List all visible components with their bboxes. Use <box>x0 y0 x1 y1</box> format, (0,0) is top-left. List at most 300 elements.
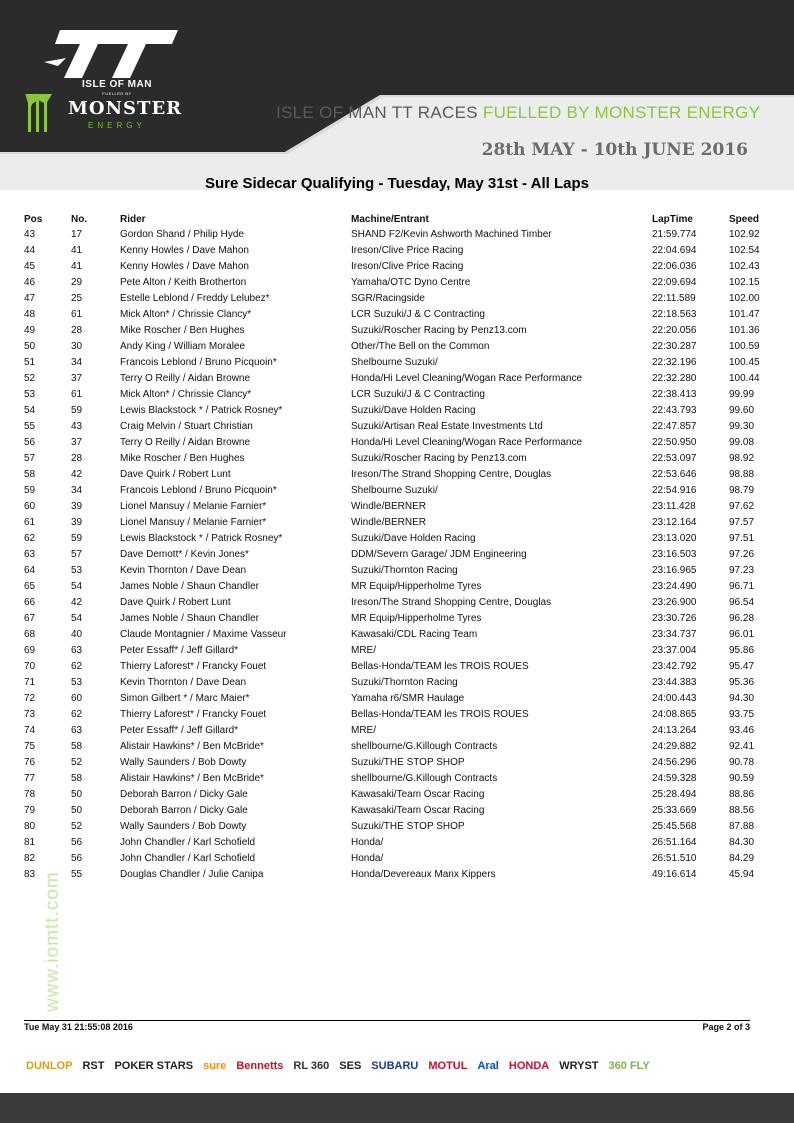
cell-no: 59 <box>71 404 83 416</box>
cell-laptime: 22:54.916 <box>652 484 697 496</box>
cell-machine: Suzuki/Roscher Racing by Penz13.com <box>351 324 527 336</box>
cell-machine: Suzuki/Thornton Racing <box>351 676 458 688</box>
sponsor-logo: SES <box>339 1060 362 1072</box>
cell-speed: 102.00 <box>729 292 760 304</box>
cell-speed: 102.54 <box>729 244 760 256</box>
sponsor-logo: POKER STARS <box>114 1060 194 1072</box>
table-row <box>24 274 769 290</box>
cell-pos: 45 <box>24 260 36 272</box>
cell-machine: Suzuki/Artisan Real Estate Investments Ltd <box>351 420 543 432</box>
cell-speed: 93.75 <box>729 708 755 720</box>
cell-speed: 100.59 <box>729 340 760 352</box>
document-title: Sure Sidecar Qualifying - Tuesday, May 31st - All Laps <box>204 175 589 192</box>
table-row <box>24 594 769 610</box>
header-pos: Pos <box>24 213 43 225</box>
cell-pos: 74 <box>24 724 36 736</box>
cell-rider: Kenny Howles / Dave Mahon <box>120 244 249 256</box>
cell-no: 58 <box>71 740 83 752</box>
cell-laptime: 22:18.563 <box>652 308 697 320</box>
cell-rider: Wally Saunders / Bob Dowty <box>120 820 247 832</box>
cell-laptime: 22:43.793 <box>652 404 697 416</box>
table-row <box>24 770 769 786</box>
cell-machine: Windle/BERNER <box>351 516 427 528</box>
cell-rider: Peter Essaff* / Jeff Gillard* <box>120 644 239 656</box>
cell-speed: 97.23 <box>729 564 755 576</box>
cell-laptime: 22:06.036 <box>652 260 697 272</box>
sponsor-logo: 360 FLY <box>608 1060 650 1072</box>
cell-machine: Windle/BERNER <box>351 500 427 512</box>
cell-speed: 101.36 <box>729 324 760 336</box>
cell-speed: 84.29 <box>729 852 755 864</box>
cell-machine: Bellas-Honda/TEAM les TROIS ROUES <box>351 708 529 720</box>
cell-rider: Craig Melvin / Stuart Christian <box>120 420 253 432</box>
table-row <box>24 866 769 882</box>
cell-machine: SGR/Racingside <box>351 292 425 304</box>
table-row <box>24 642 769 658</box>
cell-no: 28 <box>71 324 83 336</box>
cell-pos: 62 <box>24 532 36 544</box>
sponsor-logo: DUNLOP <box>26 1060 73 1072</box>
cell-no: 58 <box>71 772 83 784</box>
logo-energy: ENERGY <box>88 121 146 130</box>
cell-speed: 102.92 <box>729 228 760 240</box>
cell-laptime: 22:30.287 <box>652 340 697 352</box>
cell-pos: 50 <box>24 340 36 352</box>
cell-machine: Other/The Bell on the Common <box>351 340 490 352</box>
cell-speed: 96.54 <box>729 596 755 608</box>
cell-machine: shellbourne/G.Killough Contracts <box>351 772 498 784</box>
table-row <box>24 546 769 562</box>
race-title-part1: ISLE OF MAN TT RACES <box>276 103 483 122</box>
cell-speed: 102.15 <box>729 276 760 288</box>
table-row <box>24 818 769 834</box>
cell-pos: 43 <box>24 228 36 240</box>
sponsor-logo: SUBARU <box>371 1060 419 1072</box>
table-row <box>24 370 769 386</box>
cell-speed: 100.45 <box>729 356 760 368</box>
cell-laptime: 22:11.589 <box>652 292 696 304</box>
cell-rider: John Chandler / Karl Schofield <box>120 852 256 864</box>
cell-laptime: 25:45.568 <box>652 820 697 832</box>
cell-machine: LCR Suzuki/J & C Contracting <box>351 388 485 400</box>
cell-machine: Kawasaki/CDL Racing Team <box>351 628 478 640</box>
table-row <box>24 738 769 754</box>
cell-no: 28 <box>71 452 83 464</box>
cell-pos: 57 <box>24 452 36 464</box>
cell-speed: 93.46 <box>729 724 755 736</box>
table-row <box>24 658 769 674</box>
cell-pos: 79 <box>24 804 36 816</box>
cell-laptime: 22:38.413 <box>652 388 697 400</box>
cell-pos: 67 <box>24 612 36 624</box>
cell-rider: Wally Saunders / Bob Dowty <box>120 756 247 768</box>
cell-speed: 98.88 <box>729 468 755 480</box>
cell-no: 17 <box>71 228 83 240</box>
cell-pos: 58 <box>24 468 36 480</box>
cell-machine: Honda/ <box>351 852 384 864</box>
table-row <box>24 322 769 338</box>
cell-pos: 56 <box>24 436 36 448</box>
cell-pos: 51 <box>24 356 36 368</box>
table-row <box>24 850 769 866</box>
logo-monster: MONSTER <box>68 98 183 119</box>
cell-laptime: 22:32.196 <box>652 356 697 368</box>
table-row <box>24 578 769 594</box>
cell-speed: 96.01 <box>729 628 755 640</box>
cell-no: 62 <box>71 708 83 720</box>
cell-pos: 63 <box>24 548 36 560</box>
cell-rider: Alistair Hawkins* / Ben McBride* <box>120 740 264 752</box>
cell-machine: Suzuki/Roscher Racing by Penz13.com <box>351 452 527 464</box>
cell-rider: Kevin Thornton / Dave Dean <box>120 676 247 688</box>
cell-laptime: 22:53.646 <box>652 468 697 480</box>
cell-no: 60 <box>71 692 83 704</box>
table-row <box>24 626 769 642</box>
cell-laptime: 25:28.494 <box>652 788 697 800</box>
cell-pos: 48 <box>24 308 36 320</box>
cell-machine: Shelbourne Suzuki/ <box>351 356 438 368</box>
cell-laptime: 22:50.950 <box>652 436 697 448</box>
cell-pos: 55 <box>24 420 36 432</box>
cell-rider: Dave Demott* / Kevin Jones* <box>120 548 249 560</box>
watermark-text: www.iomtt.com <box>42 871 63 1012</box>
sponsor-logo: RL 360 <box>293 1060 330 1072</box>
table-row <box>24 722 769 738</box>
cell-pos: 59 <box>24 484 36 496</box>
table-row <box>24 754 769 770</box>
table-row <box>24 530 769 546</box>
table-row <box>24 834 769 850</box>
cell-speed: 45.94 <box>729 868 755 880</box>
cell-speed: 101.47 <box>729 308 760 320</box>
sponsor-logo: Bennetts <box>236 1060 284 1072</box>
cell-laptime: 25:33.669 <box>652 804 697 816</box>
sponsor-logo: sure <box>203 1060 227 1072</box>
cell-no: 42 <box>71 468 83 480</box>
cell-no: 41 <box>71 260 83 272</box>
cell-machine: Honda/Hi Level Cleaning/Wogan Race Performance <box>351 436 583 448</box>
cell-laptime: 23:37.004 <box>652 644 697 656</box>
cell-laptime: 22:53.097 <box>652 452 697 464</box>
cell-pos: 66 <box>24 596 36 608</box>
cell-pos: 60 <box>24 500 36 512</box>
cell-pos: 82 <box>24 852 36 864</box>
cell-pos: 80 <box>24 820 36 832</box>
sponsor-logo: Aral <box>477 1060 499 1072</box>
cell-speed: 90.78 <box>729 756 755 768</box>
cell-machine: Shelbourne Suzuki/ <box>351 484 438 496</box>
table-row <box>24 706 769 722</box>
cell-no: 52 <box>71 756 83 768</box>
cell-no: 61 <box>71 388 83 400</box>
cell-machine: Ireson/Clive Price Racing <box>351 244 464 256</box>
cell-no: 41 <box>71 244 83 256</box>
cell-machine: MRE/ <box>351 644 376 656</box>
cell-no: 42 <box>71 596 83 608</box>
cell-pos: 61 <box>24 516 36 528</box>
cell-laptime: 23:11.428 <box>652 500 696 512</box>
cell-no: 52 <box>71 820 83 832</box>
cell-no: 55 <box>71 868 83 880</box>
cell-machine: Suzuki/Dave Holden Racing <box>351 404 476 416</box>
cell-machine: MRE/ <box>351 724 376 736</box>
table-row <box>24 802 769 818</box>
cell-machine: Ireson/Clive Price Racing <box>351 260 464 272</box>
cell-no: 54 <box>71 612 83 624</box>
header-speed: Speed <box>729 213 760 225</box>
cell-speed: 88.56 <box>729 804 755 816</box>
footer-timestamp: Tue May 31 21:55:08 2016 <box>24 1022 133 1032</box>
cell-no: 50 <box>71 804 83 816</box>
cell-rider: Terry O Reilly / Aidan Browne <box>120 436 251 448</box>
cell-rider: Mike Roscher / Ben Hughes <box>120 324 245 336</box>
cell-laptime: 23:13.020 <box>652 532 697 544</box>
cell-no: 56 <box>71 836 83 848</box>
cell-speed: 99.60 <box>729 404 755 416</box>
table-row <box>24 242 769 258</box>
cell-speed: 97.51 <box>729 532 755 544</box>
cell-laptime: 24:13.264 <box>652 724 697 736</box>
footer-page-number: Page 2 of 3 <box>702 1022 750 1032</box>
header-rider: Rider <box>120 213 146 225</box>
table-row <box>24 418 769 434</box>
cell-rider: Pete Alton / Keith Brotherton <box>120 276 247 288</box>
cell-rider: Kenny Howles / Dave Mahon <box>120 260 249 272</box>
cell-laptime: 23:44.383 <box>652 676 697 688</box>
cell-speed: 102.43 <box>729 260 760 272</box>
cell-rider: Gordon Shand / Philip Hyde <box>120 228 244 240</box>
cell-laptime: 24:00.443 <box>652 692 697 704</box>
table-row <box>24 434 769 450</box>
cell-rider: Terry O Reilly / Aidan Browne <box>120 372 251 384</box>
cell-pos: 69 <box>24 644 36 656</box>
cell-speed: 97.26 <box>729 548 755 560</box>
cell-pos: 47 <box>24 292 36 304</box>
cell-machine: Ireson/The Strand Shopping Centre, Douglas <box>351 596 552 608</box>
race-series-title <box>276 103 760 123</box>
cell-machine: Honda/Hi Level Cleaning/Wogan Race Performance <box>351 372 583 384</box>
cell-machine: Kawasaki/Team Oscar Racing <box>351 788 485 800</box>
cell-speed: 94.30 <box>729 692 755 704</box>
cell-no: 37 <box>71 372 83 384</box>
cell-pos: 75 <box>24 740 36 752</box>
cell-speed: 95.36 <box>729 676 755 688</box>
cell-machine: Yamaha/OTC Dyno Centre <box>351 276 471 288</box>
cell-speed: 96.71 <box>729 580 755 592</box>
cell-pos: 83 <box>24 868 36 880</box>
cell-no: 59 <box>71 532 83 544</box>
cell-laptime: 22:47.857 <box>652 420 697 432</box>
cell-pos: 78 <box>24 788 36 800</box>
cell-no: 61 <box>71 308 83 320</box>
cell-rider: Peter Essaff* / Jeff Gillard* <box>120 724 239 736</box>
cell-no: 63 <box>71 724 83 736</box>
sponsor-logo: WRYST <box>559 1060 599 1072</box>
table-row <box>24 466 769 482</box>
cell-machine: SHAND F2/Kevin Ashworth Machined Timber <box>351 228 552 240</box>
cell-pos: 68 <box>24 628 36 640</box>
cell-no: 40 <box>71 628 83 640</box>
cell-speed: 97.62 <box>729 500 755 512</box>
table-row <box>24 306 769 322</box>
cell-laptime: 26:51.510 <box>652 852 697 864</box>
results-table <box>24 212 769 882</box>
cell-pos: 65 <box>24 580 36 592</box>
table-row <box>24 498 769 514</box>
cell-speed: 98.92 <box>729 452 755 464</box>
cell-laptime: 23:30.726 <box>652 612 697 624</box>
table-row <box>24 354 769 370</box>
cell-no: 63 <box>71 644 83 656</box>
cell-pos: 81 <box>24 836 36 848</box>
cell-laptime: 24:08.865 <box>652 708 697 720</box>
cell-pos: 52 <box>24 372 36 384</box>
cell-no: 34 <box>71 356 83 368</box>
cell-no: 43 <box>71 420 83 432</box>
header-no: No. <box>71 213 88 225</box>
cell-no: 30 <box>71 340 83 352</box>
table-row <box>24 690 769 706</box>
cell-speed: 95.86 <box>729 644 755 656</box>
cell-pos: 53 <box>24 388 36 400</box>
cell-laptime: 23:24.490 <box>652 580 697 592</box>
cell-rider: James Noble / Shaun Chandler <box>120 612 259 624</box>
cell-rider: Thierry Laforest* / Francky Fouet <box>120 708 267 720</box>
cell-laptime: 22:32.280 <box>652 372 697 384</box>
cell-rider: Francois Leblond / Bruno Picquoin* <box>120 356 277 368</box>
cell-machine: Ireson/The Strand Shopping Centre, Douglas <box>351 468 552 480</box>
cell-laptime: 23:42.792 <box>652 660 697 672</box>
cell-machine: Bellas-Honda/TEAM les TROIS ROUES <box>351 660 529 672</box>
cell-machine: Yamaha r6/SMR Haulage <box>351 692 465 704</box>
cell-pos: 73 <box>24 708 36 720</box>
cell-no: 29 <box>71 276 83 288</box>
cell-laptime: 22:20.056 <box>652 324 697 336</box>
cell-pos: 72 <box>24 692 36 704</box>
cell-no: 54 <box>71 580 83 592</box>
table-row <box>24 338 769 354</box>
cell-pos: 44 <box>24 244 36 256</box>
table-row <box>24 226 769 242</box>
cell-laptime: 22:04.694 <box>652 244 697 256</box>
table-row <box>24 562 769 578</box>
cell-laptime: 23:12.164 <box>652 516 697 528</box>
tt-logo <box>0 0 200 170</box>
cell-pos: 64 <box>24 564 36 576</box>
table-row <box>24 386 769 402</box>
cell-speed: 88.86 <box>729 788 755 800</box>
table-row <box>24 786 769 802</box>
cell-pos: 46 <box>24 276 36 288</box>
table-header-row <box>24 212 769 226</box>
cell-rider: Deborah Barron / Dicky Gale <box>120 788 248 800</box>
cell-rider: Lewis Blackstock * / Patrick Rosney* <box>120 532 283 544</box>
cell-laptime: 23:26.900 <box>652 596 697 608</box>
bottom-band <box>0 1093 794 1123</box>
cell-laptime: 22:09.694 <box>652 276 697 288</box>
cell-rider: Claude Montagnier / Maxime Vasseur <box>120 628 287 640</box>
cell-no: 34 <box>71 484 83 496</box>
cell-speed: 92.41 <box>729 740 755 752</box>
cell-no: 25 <box>71 292 83 304</box>
cell-speed: 99.08 <box>729 436 755 448</box>
cell-no: 53 <box>71 676 83 688</box>
footer-divider <box>24 1020 750 1021</box>
cell-speed: 97.57 <box>729 516 755 528</box>
cell-pos: 71 <box>24 676 36 688</box>
cell-rider: Mike Roscher / Ben Hughes <box>120 452 245 464</box>
cell-speed: 96.28 <box>729 612 755 624</box>
results-body <box>24 226 769 882</box>
cell-no: 39 <box>71 500 83 512</box>
website-watermark <box>16 860 63 1020</box>
cell-laptime: 24:29.882 <box>652 740 697 752</box>
table-row <box>24 258 769 274</box>
sponsor-logo: RST <box>82 1060 105 1072</box>
cell-no: 62 <box>71 660 83 672</box>
cell-machine: Honda/Devereaux Manx Kippers <box>351 868 496 880</box>
cell-rider: Dave Quirk / Robert Lunt <box>120 596 231 608</box>
cell-rider: Estelle Leblond / Freddy Lelubez* <box>120 292 270 304</box>
cell-speed: 84.30 <box>729 836 755 848</box>
cell-no: 53 <box>71 564 83 576</box>
table-row <box>24 610 769 626</box>
cell-rider: Kevin Thornton / Dave Dean <box>120 564 247 576</box>
table-row <box>24 514 769 530</box>
table-row <box>24 674 769 690</box>
cell-laptime: 24:56.296 <box>652 756 697 768</box>
cell-machine: Kawasaki/Team Oscar Racing <box>351 804 485 816</box>
cell-speed: 98.79 <box>729 484 755 496</box>
cell-rider: Dave Quirk / Robert Lunt <box>120 468 231 480</box>
cell-rider: Andy King / William Moralee <box>120 340 246 352</box>
cell-pos: 70 <box>24 660 36 672</box>
cell-laptime: 24:59.328 <box>652 772 697 784</box>
cell-rider: Thierry Laforest* / Francky Fouet <box>120 660 267 672</box>
cell-pos: 77 <box>24 772 36 784</box>
table-row <box>24 450 769 466</box>
table-row <box>24 402 769 418</box>
cell-machine: LCR Suzuki/J & C Contracting <box>351 308 485 320</box>
cell-speed: 87.88 <box>729 820 755 832</box>
cell-speed: 99.99 <box>729 388 755 400</box>
table-row <box>24 482 769 498</box>
cell-rider: Mick Alton* / Chrissie Clancy* <box>120 388 252 400</box>
cell-no: 39 <box>71 516 83 528</box>
logo-isle-of-man: ISLE OF MAN <box>82 79 152 90</box>
cell-machine: MR Equip/Hipperholme Tyres <box>351 612 482 624</box>
page-header <box>0 0 794 190</box>
cell-no: 56 <box>71 852 83 864</box>
cell-laptime: 23:16.503 <box>652 548 697 560</box>
sponsor-logo: MOTUL <box>428 1060 468 1072</box>
cell-no: 50 <box>71 788 83 800</box>
cell-rider: Alistair Hawkins* / Ben McBride* <box>120 772 264 784</box>
cell-speed: 100.44 <box>729 372 760 384</box>
cell-laptime: 23:16.965 <box>652 564 697 576</box>
cell-laptime: 26:51.164 <box>652 836 697 848</box>
cell-rider: Lionel Mansuy / Melanie Farnier* <box>120 500 267 512</box>
logo-fuelled-by: FUELLED BY <box>102 91 132 96</box>
cell-no: 37 <box>71 436 83 448</box>
race-title-part2: FUELLED BY MONSTER ENERGY <box>482 103 761 122</box>
cell-speed: 90.59 <box>729 772 755 784</box>
cell-machine: DDM/Severn Garage/ JDM Engineering <box>351 548 527 560</box>
header-machine: Machine/Entrant <box>351 213 429 225</box>
cell-machine: shellbourne/G.Killough Contracts <box>351 740 498 752</box>
table-row <box>24 290 769 306</box>
cell-machine: MR Equip/Hipperholme Tyres <box>351 580 482 592</box>
